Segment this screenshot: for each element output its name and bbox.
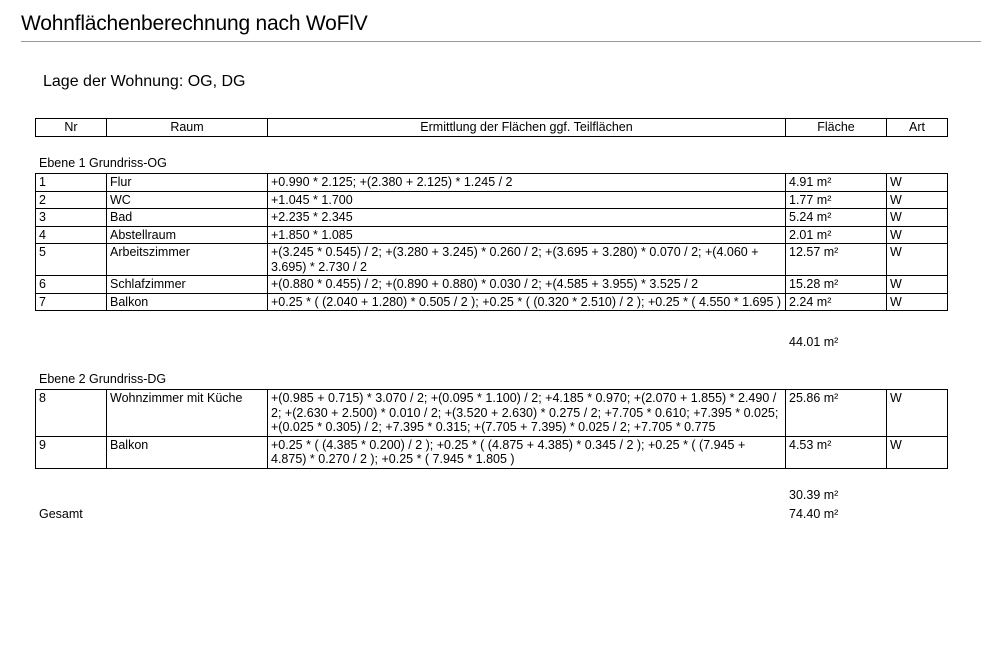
apartment-location: Lage der Wohnung: OG, DG <box>43 73 246 90</box>
room-area: 2.24 m² <box>786 293 887 311</box>
room-area: 4.53 m² <box>786 436 887 468</box>
table-row <box>36 174 948 192</box>
room-type: W <box>887 390 948 437</box>
room-name: Schlafzimmer <box>107 276 268 294</box>
room-nr: 7 <box>36 293 107 311</box>
table-row <box>36 226 948 244</box>
room-formula: +0.990 * 2.125; +(2.380 + 2.125) * 1.245 / 2 <box>268 174 786 192</box>
column-header-art: Art <box>887 119 948 137</box>
section-subtotal-og: 44.01 m² <box>789 335 839 349</box>
room-area: 1.77 m² <box>786 191 887 209</box>
room-name: Flur <box>107 174 268 192</box>
room-nr: 9 <box>36 436 107 468</box>
room-name: Balkon <box>107 436 268 468</box>
room-nr: 6 <box>36 276 107 294</box>
room-type: W <box>887 276 948 294</box>
table-row <box>36 436 948 468</box>
column-header-raum: Raum <box>107 119 268 137</box>
column-header-nr: Nr <box>36 119 107 137</box>
table-row <box>36 244 948 276</box>
room-formula: +2.235 * 2.345 <box>268 209 786 227</box>
room-nr: 4 <box>36 226 107 244</box>
total-label: Gesamt <box>39 507 83 521</box>
total-value: 74.40 m² <box>789 507 839 521</box>
table-row <box>36 191 948 209</box>
column-header-flaeche: Fläche <box>786 119 887 137</box>
section-subtotal-dg: 30.39 m² <box>789 488 839 502</box>
room-formula: +(3.245 * 0.545) / 2; +(3.280 + 3.245) * 0.260 / 2; +(3.695 + 3.280) * 0.070 / 2; +(4.060 + 3.695) * 2.730 / 2 <box>268 244 786 276</box>
room-area: 15.28 m² <box>786 276 887 294</box>
room-type: W <box>887 293 948 311</box>
room-area: 25.86 m² <box>786 390 887 437</box>
section-table-dg <box>35 389 948 469</box>
room-formula: +(0.985 + 0.715) * 3.070 / 2; +(0.095 * 1.100) / 2; +4.185 * 0.970; +(2.070 + 1.855) * 2.490 / 2; +(2.630 + 2.500) * 0.010 / 2; +(3.520 + 2.630) * 0.275 / 2; +7.705 * 0.610; +7.395 * 0.025; +(0.025 * 0.305) / 2; +7.395 * 0.315; +(7.705 + 7.395) * 0.025 / 2; +7.705 * 0.775 <box>268 390 786 437</box>
room-type: W <box>887 174 948 192</box>
room-name: Balkon <box>107 293 268 311</box>
room-formula: +0.25 * ( (2.040 + 1.280) * 0.505 / 2 ); +0.25 * ( (0.320 * 2.510) / 2 ); +0.25 * ( 4.550 * 1.695 ) <box>268 293 786 311</box>
room-formula: +1.850 * 1.085 <box>268 226 786 244</box>
table-row <box>36 293 948 311</box>
room-area: 2.01 m² <box>786 226 887 244</box>
room-area: 5.24 m² <box>786 209 887 227</box>
room-nr: 3 <box>36 209 107 227</box>
section-table-og <box>35 173 948 311</box>
room-formula: +0.25 * ( (4.385 * 0.200) / 2 ); +0.25 * ( (4.875 + 4.385) * 0.345 / 2 ); +0.25 * ( (7.945 + 4.875) * 0.270 / 2 ); +0.25 * ( 7.945 * 1.805 ) <box>268 436 786 468</box>
room-area: 12.57 m² <box>786 244 887 276</box>
room-name: Bad <box>107 209 268 227</box>
title-divider <box>21 41 981 42</box>
page-title: Wohnflächenberechnung nach WoFlV <box>21 12 368 35</box>
room-nr: 2 <box>36 191 107 209</box>
room-formula: +(0.880 * 0.455) / 2; +(0.890 + 0.880) * 0.030 / 2; +(4.585 + 3.955) * 3.525 / 2 <box>268 276 786 294</box>
table-row <box>36 276 948 294</box>
room-area: 4.91 m² <box>786 174 887 192</box>
room-type: W <box>887 436 948 468</box>
section-title-og: Ebene 1 Grundriss-OG <box>39 156 167 170</box>
room-name: Wohnzimmer mit Küche <box>107 390 268 437</box>
room-nr: 1 <box>36 174 107 192</box>
room-name: WC <box>107 191 268 209</box>
section-title-dg: Ebene 2 Grundriss-DG <box>39 372 167 386</box>
column-header-row <box>36 119 948 137</box>
room-type: W <box>887 191 948 209</box>
room-name: Abstellraum <box>107 226 268 244</box>
room-name: Arbeitszimmer <box>107 244 268 276</box>
room-nr: 8 <box>36 390 107 437</box>
room-type: W <box>887 244 948 276</box>
room-type: W <box>887 209 948 227</box>
room-formula: +1.045 * 1.700 <box>268 191 786 209</box>
table-row <box>36 209 948 227</box>
room-nr: 5 <box>36 244 107 276</box>
table-row <box>36 390 948 437</box>
column-header-ermittlung: Ermittlung der Flächen ggf. Teilflächen <box>268 119 786 137</box>
column-header-table <box>35 118 948 137</box>
room-type: W <box>887 226 948 244</box>
